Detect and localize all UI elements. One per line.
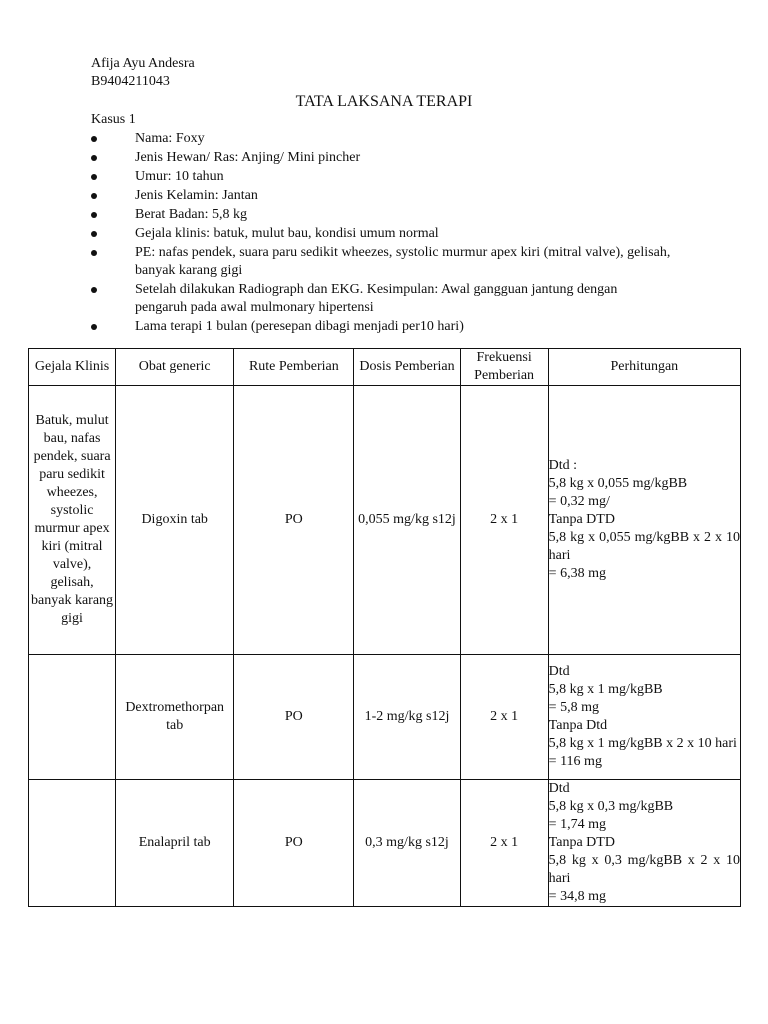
cell-perhitungan <box>548 386 740 655</box>
info-text: PE: nafas pendek, suara paru sedikit wheezes, systolic murmur apex kiri (mitral valve), gelisah, banyak karang gigi <box>135 245 671 278</box>
calc-line: = 0,32 mg/ <box>548 494 610 509</box>
calc-line: = 34,8 mg <box>548 889 606 904</box>
list-item <box>91 281 671 317</box>
list-item <box>91 225 671 243</box>
bullet-icon <box>91 212 97 218</box>
cell-dosis: 1-2 mg/kg s12j <box>354 655 460 780</box>
cell-frekuensi: 2 x 1 <box>460 655 548 780</box>
cell-obat: Digoxin tab <box>116 386 234 655</box>
header-perhitungan: Perhitungan <box>548 349 740 386</box>
header-dosis: Dosis Pemberian <box>354 349 460 386</box>
bullet-icon <box>91 174 97 180</box>
cell-gejala <box>29 386 116 655</box>
info-text: Lama terapi 1 bulan (peresepan dibagi menjadi per10 hari) <box>135 319 464 334</box>
list-item <box>91 206 671 224</box>
calc-line: Tanpa DTD <box>548 835 615 850</box>
bullet-icon <box>91 193 97 199</box>
list-item <box>91 168 671 186</box>
info-text: Jenis Hewan/ Ras: Anjing/ Mini pincher <box>135 150 361 165</box>
cell-gejala <box>29 655 116 780</box>
header-gejala: Gejala Klinis <box>29 349 116 386</box>
info-text: Jenis Kelamin: Jantan <box>135 188 258 203</box>
info-text: Setelah dilakukan Radiograph dan EKG. Kesimpulan: Awal gangguan jantung dengan pengaruh pada awal mulmonary hipertensi <box>135 282 618 315</box>
case-label: Kasus 1 <box>91 112 136 127</box>
calc-line: = 5,8 mg <box>548 700 599 715</box>
gejala-text: Batuk, mulut bau, nafas pendek, suara paru sedikit wheezes, systolic murmur apex kiri (mitral valve), gelisah, banyak karang gigi <box>31 413 114 626</box>
table-row <box>29 386 741 655</box>
list-item <box>91 130 671 148</box>
calc-line: 5,8 kg x 0,055 mg/kgBB x 2 x 10 hari <box>548 530 740 563</box>
list-item <box>91 187 671 205</box>
calc-line: 5,8 kg x 0,3 mg/kgBB x 2 x 10 hari <box>548 853 740 886</box>
table-row <box>29 780 741 907</box>
calc-line: Dtd <box>548 664 570 679</box>
bullet-icon <box>91 155 97 161</box>
cell-perhitungan <box>548 655 740 780</box>
cell-frekuensi: 2 x 1 <box>460 386 548 655</box>
header-obat: Obat generic <box>116 349 234 386</box>
calc-line: 5,8 kg x 0,055 mg/kgBB <box>548 476 688 491</box>
author-id: B9404211043 <box>91 74 170 89</box>
info-text: Umur: 10 tahun <box>135 169 224 184</box>
list-item <box>91 244 671 280</box>
cell-dosis: 0,3 mg/kg s12j <box>354 780 460 907</box>
cell-gejala <box>29 780 116 907</box>
table-row <box>29 655 741 780</box>
list-item <box>91 318 671 336</box>
cell-dosis: 0,055 mg/kg s12j <box>354 386 460 655</box>
calc-line: Dtd <box>548 781 570 796</box>
table-header-row <box>29 349 741 386</box>
cell-obat: Dextromethorpan tab <box>116 655 234 780</box>
therapy-table <box>28 348 741 907</box>
document-header <box>91 55 195 91</box>
header-frekuensi: Frekuensi Pemberian <box>460 349 548 386</box>
calc-line: 5,8 kg x 1 mg/kgBB x 2 x 10 hari <box>548 736 737 751</box>
bullet-icon <box>91 287 97 293</box>
cell-rute: PO <box>234 386 354 655</box>
calc-line: 5,8 kg x 0,3 mg/kgBB <box>548 799 674 814</box>
bullet-icon <box>91 136 97 142</box>
patient-info-list <box>91 130 671 337</box>
bullet-icon <box>91 250 97 256</box>
cell-frekuensi: 2 x 1 <box>460 780 548 907</box>
calc-line: Tanpa DTD <box>548 512 615 527</box>
cell-obat: Enalapril tab <box>116 780 234 907</box>
header-rute: Rute Pemberian <box>234 349 354 386</box>
bullet-icon <box>91 231 97 237</box>
calc-line: Tanpa Dtd <box>548 718 608 733</box>
author-name: Afija Ayu Andesra <box>91 56 195 71</box>
info-text: Nama: Foxy <box>135 131 205 146</box>
calc-line: Dtd : <box>548 458 578 473</box>
bullet-icon <box>91 324 97 330</box>
cell-perhitungan <box>548 780 740 907</box>
calc-line: 5,8 kg x 1 mg/kgBB <box>548 682 663 697</box>
document-title: TATA LAKSANA TERAPI <box>295 93 473 110</box>
cell-rute: PO <box>234 655 354 780</box>
calc-line: = 1,74 mg <box>548 817 606 832</box>
list-item <box>91 149 671 167</box>
info-text: Gejala klinis: batuk, mulut bau, kondisi umum normal <box>135 226 439 241</box>
info-text: Berat Badan: 5,8 kg <box>135 207 247 222</box>
cell-rute: PO <box>234 780 354 907</box>
calc-line: = 116 mg <box>548 754 602 769</box>
calc-line: = 6,38 mg <box>548 566 606 581</box>
